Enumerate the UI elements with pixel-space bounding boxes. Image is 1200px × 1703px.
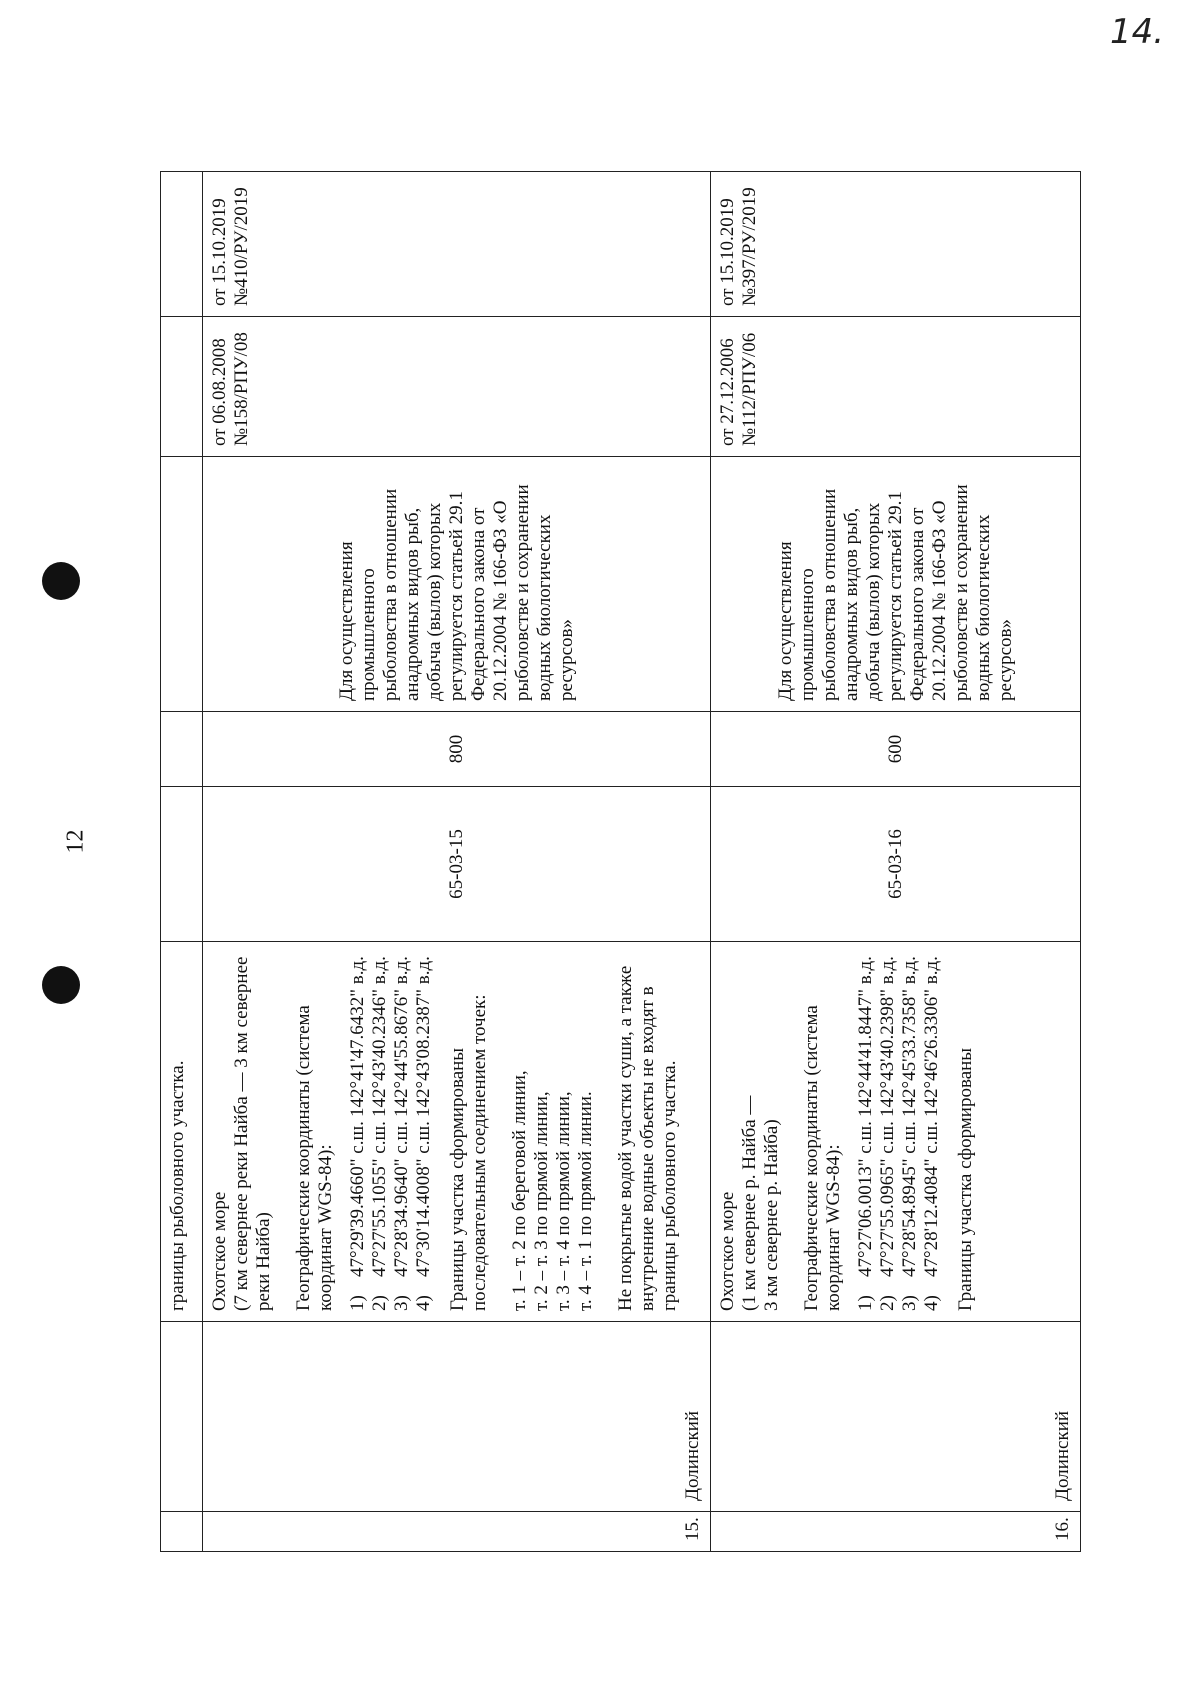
purpose: Для осуществления промышленного рыболовства в отношении анадромных видов рыб, добыча (вылов) которых регулируется статьей 29.1 Федерального закона от 20.12.2004 № 166-ФЗ «О рыболовстве и сохранении водных биологических ресурсов» — [711, 457, 1081, 712]
punch-hole — [42, 966, 80, 1004]
coordinate-row: 3) 47°28'34.9640" с.ш. 142°44'55.8676" в.д. — [391, 956, 412, 1311]
table-row — [203, 172, 711, 1552]
purpose: Для осуществления промышленного рыболовства в отношении анадромных видов рыб, добыча (вылов) которых регулируется статьей 29.1 Федерального закона от 20.12.2004 № 166-ФЗ «О рыболовстве и сохранении водных биологических ресурсов» — [203, 457, 711, 712]
area-code: 65-03-15 — [203, 787, 711, 942]
fishing-areas-table — [160, 171, 1081, 1552]
row-number: 16. — [711, 1512, 1081, 1552]
area-code: 65-03-16 — [711, 787, 1081, 942]
coordinate-row: 4) 47°28'12.4084" с.ш. 142°46'26.3306" в.д. — [921, 956, 942, 1311]
decision-reference: от 15.10.2019 №397/РУ/2019 — [711, 172, 1081, 317]
area-hectares: 600 — [711, 712, 1081, 787]
decision-reference: от 15.10.2019 №410/РУ/2019 — [203, 172, 711, 317]
continuation-row — [161, 172, 203, 1552]
area-hectares: 800 — [203, 712, 711, 787]
coordinate-list — [855, 952, 943, 1311]
coordinate-row: 1) 47°29'39.4660" с.ш. 142°41'47.6432" в.д. — [347, 956, 368, 1311]
boundary-description: Охотское море (7 км севернее реки Найба — 3 км севернее реки Найба) Географические координаты (система координат WGS-84): 1) 47°29'39.4660" с.ш. 142°41'47.6432" в.д. 2) 47°27'55.1055" с.ш. 142°43'40.2346" в.д. 3) 47°28'34.9640" с.ш. 142°44'55.8676" в.д. 4) 47°30'14.4008" с.ш. 142°43'08.2387" в.д. Границы участка сформированы последовательным соединением точек: т. 1 – т. 2 по береговой линии, т. 2 – т. 3 по прямой линии, т. 3 – т. 4 по прямой линии, т. 4 – т. 1 по прямой линии. Не покрытые водой участки суши, а также внутренние водные объекты не входят в границы рыболовного участка. — [203, 942, 711, 1322]
coordinate-row: 2) 47°27'55.0965" с.ш. 142°43'40.2398" в.д. — [877, 956, 898, 1311]
coordinate-row: 3) 47°28'54.8945" с.ш. 142°45'33.7358" в.д. — [899, 956, 920, 1311]
district: Долинский — [711, 1322, 1081, 1512]
page-number: 12 — [62, 829, 89, 854]
coordinate-row: 1) 47°27'06.0013" с.ш. 142°44'41.8447" в.д. — [855, 956, 876, 1311]
boundary-description: Охотское море (1 км севернее р. Найба — 3 км севернее р. Найба) Географические координаты (система координат WGS-84): 1) 47°27'06.0013" с.ш. 142°44'41.8447" в.д. 2) 47°27'55.0965" с.ш. 142°43'40.2398" в.д. 3) 47°28'54.8945" с.ш. 142°45'33.7358" в.д. 4) 47°28'12.4084" с.ш. 142°46'26.3306" в.д. Границы участка сформированы — [711, 942, 1081, 1322]
coordinate-list — [347, 952, 435, 1311]
handwritten-sheet-number: 14. — [1110, 12, 1165, 52]
coordinate-row: 4) 47°30'14.4008" с.ш. 142°43'08.2387" в.д. — [413, 956, 434, 1311]
boundary-continuation: границы рыболовного участка. — [161, 942, 203, 1322]
rotated-table-wrapper — [160, 172, 1080, 1552]
punch-hole — [42, 562, 80, 600]
coordinate-row: 2) 47°27'55.1055" с.ш. 142°43'40.2346" в.д. — [369, 956, 390, 1311]
table-row — [711, 172, 1081, 1552]
contract-reference: от 27.12.2006 №112/РПУ/06 — [711, 317, 1081, 457]
row-number: 15. — [203, 1512, 711, 1552]
contract-reference: от 06.08.2008 №158/РПУ/08 — [203, 317, 711, 457]
district: Долинский — [203, 1322, 711, 1512]
